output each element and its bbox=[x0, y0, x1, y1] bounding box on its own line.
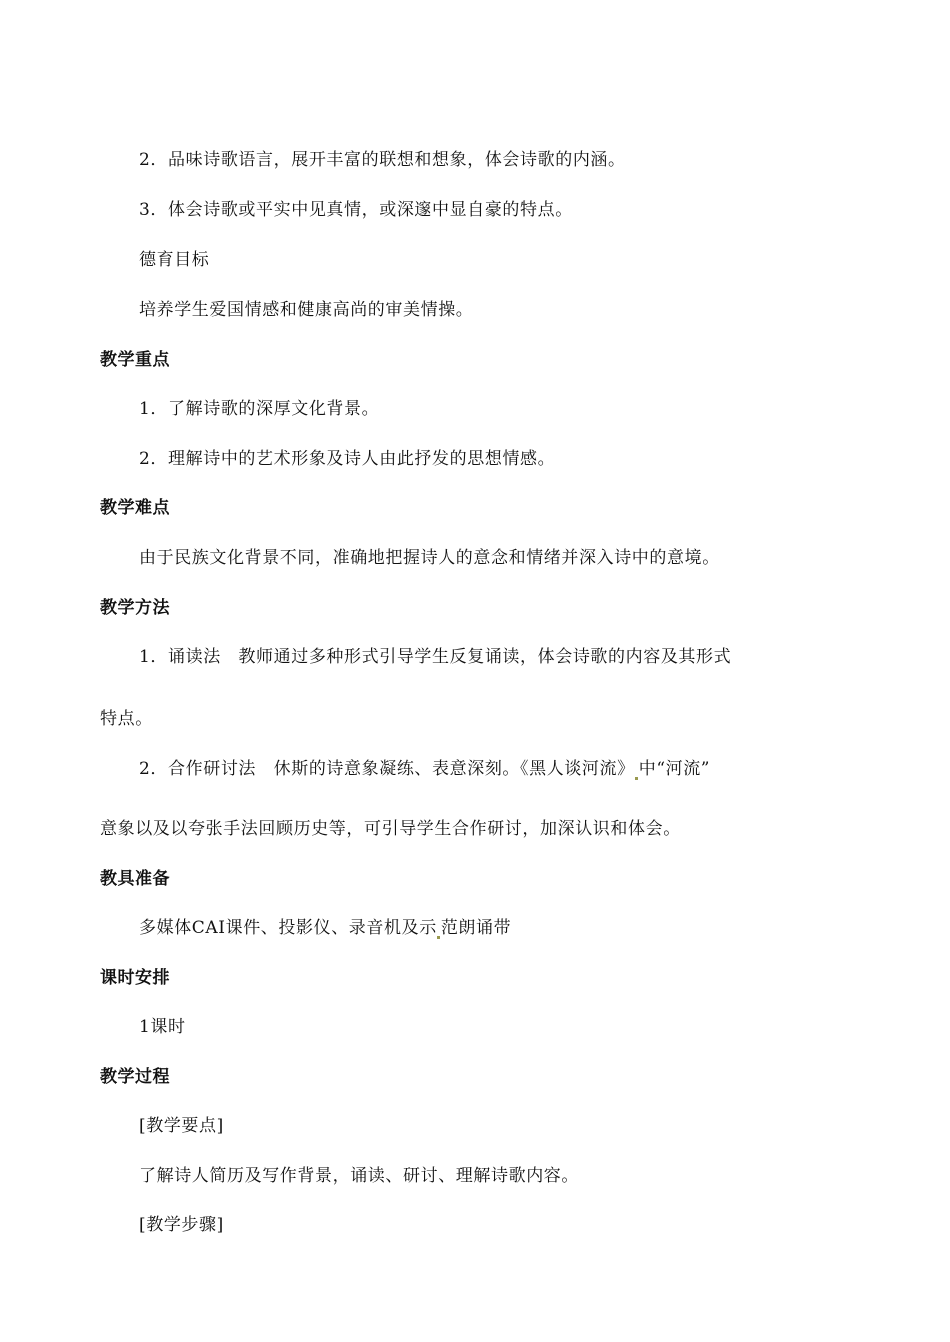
method-1: 1．诵读法 教师通过多种形式引导学生反复诵读，体会诗歌的内容及其形式 bbox=[139, 647, 732, 667]
method-2-part-b: 中“河流” bbox=[638, 759, 711, 779]
method-1-continued: 特点。 bbox=[100, 709, 153, 729]
process-steps-label: [教学步骤] bbox=[139, 1215, 224, 1235]
moral-goal-label: 德育目标 bbox=[139, 250, 210, 270]
teaching-aids-text bbox=[139, 916, 511, 940]
schedule-text: 1课时 bbox=[139, 1017, 186, 1037]
teaching-aids-part-a: 多媒体CAI课件、投影仪、录音机及示 bbox=[139, 918, 437, 938]
method-2 bbox=[139, 757, 710, 781]
key-point-2: 2．理解诗中的艺术形象及诗人由此抒发的思想情感。 bbox=[139, 449, 556, 469]
heading-teaching-aids: 教具准备 bbox=[100, 869, 170, 889]
heading-difficulties: 教学难点 bbox=[100, 498, 170, 518]
method-2-part-a: 2．合作研讨法 休斯的诗意象凝练、表意深刻。《黑人谈河流》 bbox=[139, 759, 635, 779]
heading-key-points: 教学重点 bbox=[100, 350, 170, 370]
heading-schedule: 课时安排 bbox=[100, 968, 170, 988]
teaching-aids-part-b: 范朗诵带 bbox=[440, 918, 512, 938]
ability-goal-2: 2．品味诗歌语言，展开丰富的联想和想象，体会诗歌的内涵。 bbox=[139, 150, 626, 170]
process-key-text: 了解诗人简历及写作背景，诵读、研讨、理解诗歌内容。 bbox=[139, 1166, 579, 1186]
process-key-label: [教学要点] bbox=[139, 1116, 224, 1136]
marker-dot bbox=[635, 777, 638, 780]
difficulty-text: 由于民族文化背景不同，准确地把握诗人的意念和情绪并深入诗中的意境。 bbox=[139, 548, 720, 568]
ability-goal-3: 3．体会诗歌或平实中见真情，或深邃中显自豪的特点。 bbox=[139, 200, 573, 220]
heading-methods: 教学方法 bbox=[100, 598, 170, 618]
key-point-1: 1．了解诗歌的深厚文化背景。 bbox=[139, 399, 380, 419]
method-2-continued: 意象以及以夸张手法回顾历史等，可引导学生合作研讨，加深认识和体会。 bbox=[100, 819, 681, 839]
heading-process: 教学过程 bbox=[100, 1067, 170, 1087]
moral-goal-text: 培养学生爱国情感和健康高尚的审美情操。 bbox=[139, 300, 474, 320]
marker-dot bbox=[437, 936, 440, 939]
